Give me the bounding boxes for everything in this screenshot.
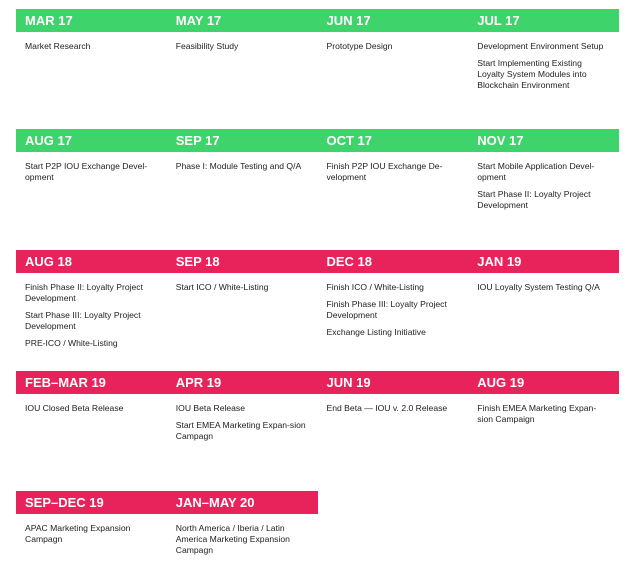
period-label: FEB–MAR 19	[25, 375, 106, 390]
milestone-column	[318, 394, 469, 448]
milestone-column	[167, 152, 318, 217]
period-label: MAY 17	[175, 13, 222, 28]
period-label: NOV 17	[477, 133, 524, 148]
period-label: APR 19	[175, 375, 222, 390]
milestone-item: Feasibility Study	[175, 41, 239, 51]
period-label: JAN–MAY 20	[175, 495, 255, 510]
milestone-item: Start EMEA Marketing Expan-sion Campagn	[175, 420, 306, 441]
timeline-bar	[16, 9, 619, 32]
milestone-item: North America / Iberia / Latin America Marketing Expansion Campagn	[175, 523, 290, 555]
milestone-item: IOU Loyalty System Testing Q/A	[477, 282, 600, 292]
milestone-item: APAC Marketing Expansion Campagn	[25, 523, 131, 544]
milestone-column	[318, 273, 469, 355]
milestone-column	[167, 394, 318, 448]
milestone-column	[167, 514, 318, 562]
milestone-item: End Beta — IOU v. 2.0 Release	[326, 403, 448, 413]
milestone-columns	[16, 152, 619, 217]
period-label: AUG 17	[25, 133, 72, 148]
milestone-item: Finish Phase III: Loyalty Project Development	[326, 299, 447, 320]
milestone-column	[16, 514, 167, 562]
milestone-column	[16, 152, 167, 217]
milestone-column	[16, 273, 167, 355]
roadmap-row-5	[16, 491, 318, 562]
period-label: JUN 17	[326, 13, 371, 28]
milestone-item: Finish ICO / White-Listing	[326, 282, 424, 292]
timeline-bar	[16, 491, 318, 514]
milestone-column	[318, 32, 469, 97]
milestone-item: Start Phase III: Loyalty Project Development	[25, 310, 141, 331]
milestone-item: PRE-ICO / White-Listing	[25, 338, 118, 348]
period-label: JAN 19	[477, 254, 522, 269]
milestone-columns	[16, 32, 619, 97]
roadmap-row-4	[16, 371, 619, 448]
period-label: OCT 17	[326, 133, 373, 148]
milestone-item: Start ICO / White-Listing	[175, 282, 269, 292]
period-label: AUG 18	[25, 254, 72, 269]
roadmap-row-3	[16, 250, 619, 355]
milestone-column	[468, 32, 619, 97]
timeline-bar	[16, 250, 619, 273]
milestone-column	[167, 32, 318, 97]
milestone-item: Finish EMEA Marketing Expan-sion Campaign	[477, 403, 597, 424]
milestone-item: Development Environment Setup	[477, 41, 604, 51]
milestone-columns	[16, 273, 619, 355]
roadmap-row-1	[16, 9, 619, 97]
milestone-item: Start P2P IOU Exchange Devel-opment	[25, 161, 148, 182]
milestone-item: IOU Beta Release	[175, 403, 246, 413]
milestone-column	[16, 394, 167, 448]
milestone-column	[468, 394, 619, 448]
milestone-item: Finish P2P IOU Exchange De-velopment	[326, 161, 443, 182]
milestone-column	[468, 273, 619, 355]
milestone-item: Phase I: Module Testing and Q/A	[175, 161, 302, 171]
milestone-column	[167, 273, 318, 355]
milestone-column	[318, 152, 469, 217]
roadmap-row-2	[16, 129, 619, 217]
milestone-item: Start Implementing Existing Loyalty System Modules into Blockchain Environment	[477, 58, 587, 90]
period-label: AUG 19	[477, 375, 525, 390]
milestone-item: Start Phase II: Loyalty Project Development	[477, 189, 591, 210]
timeline-bar	[16, 371, 619, 394]
milestone-columns	[16, 394, 619, 448]
milestone-item: Finish Phase II: Loyalty Project Development	[25, 282, 143, 303]
timeline-bar	[16, 129, 619, 152]
milestone-column	[468, 152, 619, 217]
period-label: SEP 17	[175, 133, 220, 148]
milestone-item: Prototype Design	[326, 41, 393, 51]
milestone-item: Start Mobile Application Devel-opment	[477, 161, 595, 182]
period-label: MAR 17	[25, 13, 73, 28]
period-label: DEC 18	[326, 254, 373, 269]
period-label: JUN 19	[326, 375, 371, 390]
milestone-columns	[16, 514, 318, 562]
milestone-item: IOU Closed Beta Release	[25, 403, 124, 413]
period-label: SEP 18	[175, 254, 220, 269]
period-label: JUL 17	[477, 13, 520, 28]
period-label: SEP–DEC 19	[25, 495, 104, 510]
milestone-item: Exchange Listing Initiative	[326, 327, 426, 337]
milestone-column	[16, 32, 167, 97]
milestone-item: Market Research	[25, 41, 91, 51]
